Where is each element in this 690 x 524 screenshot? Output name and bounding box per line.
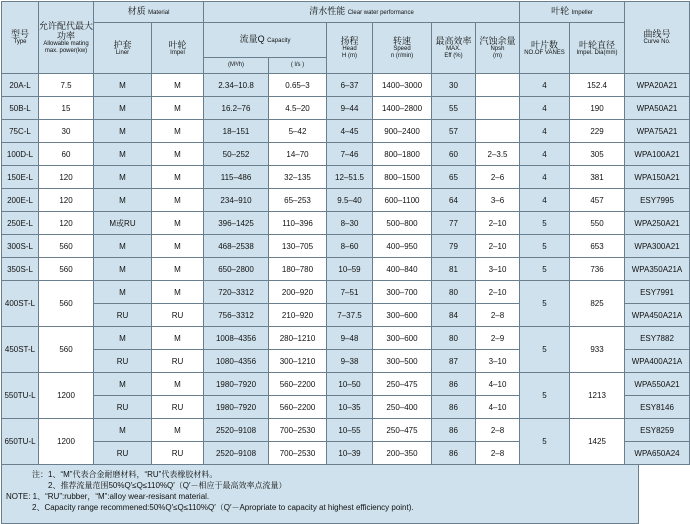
table-cell: 120 — [39, 212, 94, 235]
table-cell: 2–8 — [476, 442, 520, 465]
table-cell: 4 — [520, 143, 570, 166]
table-cell: 800–1500 — [373, 166, 432, 189]
table-cell: 2–10 — [476, 212, 520, 235]
table-cell: 5–42 — [269, 120, 327, 143]
header-head: 扬程 Head H (m) — [327, 23, 373, 74]
table-cell: M或RU — [94, 212, 152, 235]
table-cell: 190 — [570, 97, 625, 120]
table-cell: 4 — [520, 120, 570, 143]
table-cell: 10–39 — [327, 442, 373, 465]
table-cell: M — [152, 189, 204, 212]
table-body — [2, 74, 690, 465]
table-cell: 1213 — [570, 373, 625, 419]
table-cell: 150E-L — [2, 166, 39, 189]
notes — [1, 465, 639, 524]
table-cell — [476, 97, 520, 120]
table-cell: 1980–7920 — [204, 396, 269, 419]
table-cell: RU — [94, 442, 152, 465]
table-cell: 2520–9108 — [204, 442, 269, 465]
table-cell: 800–1800 — [373, 143, 432, 166]
header-curve: 曲线号 Curve No. — [625, 2, 690, 74]
table-cell: ESY7995 — [625, 189, 690, 212]
table-cell: 4–45 — [327, 120, 373, 143]
table-cell: 2–3.5 — [476, 143, 520, 166]
table-cell: 300–500 — [373, 350, 432, 373]
table-cell: 7–37.5 — [327, 304, 373, 327]
table-cell: 400ST-L — [2, 281, 39, 327]
table-cell: 8–60 — [327, 235, 373, 258]
table-cell: 7–46 — [327, 143, 373, 166]
table-cell: 650TU-L — [2, 419, 39, 465]
table-cell: 130–705 — [269, 235, 327, 258]
table-cell: 15 — [39, 97, 94, 120]
note-line: 2、推荐流量范围50%Q′≤Q≤110%Q′（Q′－相应于最高效率点流量） — [48, 481, 287, 490]
table-cell: 250E-L — [2, 212, 39, 235]
table-cell: 0.65–3 — [269, 74, 327, 97]
header-type: 型号 Type — [2, 2, 39, 74]
table-cell: 600–1100 — [373, 189, 432, 212]
header-flow-m3h: (M³/h) — [204, 58, 269, 74]
table-cell: 5 — [520, 258, 570, 281]
table-cell: 10–55 — [327, 419, 373, 442]
table-cell: 550 — [570, 212, 625, 235]
table-cell: 16.2–76 — [204, 97, 269, 120]
header-eff: 最高效率 MAX. Eff (%) — [432, 23, 476, 74]
table-cell: 4 — [520, 166, 570, 189]
table-cell: 825 — [570, 281, 625, 327]
table-cell: 18–151 — [204, 120, 269, 143]
table-cell: 300–1210 — [269, 350, 327, 373]
table-cell: 457 — [570, 189, 625, 212]
table-cell: 4 — [520, 189, 570, 212]
table-cell: WPA550A21 — [625, 373, 690, 396]
table-cell: 3–6 — [476, 189, 520, 212]
table-cell: RU — [94, 350, 152, 373]
table-cell: 65 — [432, 166, 476, 189]
table-cell: M — [94, 258, 152, 281]
table-cell: 5 — [520, 373, 570, 419]
table-cell: 280–1210 — [269, 327, 327, 350]
table-cell: 115–486 — [204, 166, 269, 189]
table-cell: 32–135 — [269, 166, 327, 189]
table-cell: 2–10 — [476, 281, 520, 304]
note-line: 2、Capacity range recommened:50%Q′≤Q≤110%Q′（Q′－Apropriate to capacity at highest efficiency point). — [32, 503, 414, 512]
table-cell: 2–9 — [476, 327, 520, 350]
table-cell: 7.5 — [39, 74, 94, 97]
table-cell: 2–6 — [476, 166, 520, 189]
header-flow-ls: ( l/s ) — [269, 58, 327, 74]
table-cell: 1008–4356 — [204, 327, 269, 350]
table-cell: 2520–9108 — [204, 419, 269, 442]
header-npsh: 汽蚀余量 Npsh (m) — [476, 23, 520, 74]
table-cell: 450ST-L — [2, 327, 39, 373]
table-cell: 300–600 — [373, 327, 432, 350]
table-cell: ESY8146 — [625, 396, 690, 419]
table-cell: 4.5–20 — [269, 97, 327, 120]
table-cell: 55 — [432, 97, 476, 120]
table-cell: 20A-L — [2, 74, 39, 97]
table-cell: RU — [152, 350, 204, 373]
header-impel: 叶轮 Impel — [152, 23, 204, 74]
table-cell: WPA50A21 — [625, 97, 690, 120]
table-cell: 65–253 — [269, 189, 327, 212]
table-cell: 560 — [39, 327, 94, 373]
table-cell: 9.5–40 — [327, 189, 373, 212]
table-cell: 1400–3000 — [373, 74, 432, 97]
table-cell: 10–59 — [327, 258, 373, 281]
table-cell: 81 — [432, 258, 476, 281]
table-cell: 700–2530 — [269, 442, 327, 465]
note-line: NOTE: 1、“RU”:rubber，“M”:alloy wear-resisant material. — [6, 492, 210, 501]
table-cell: 57 — [432, 120, 476, 143]
table-cell: 200–350 — [373, 442, 432, 465]
table-cell: 100D-L — [2, 143, 39, 166]
table-cell: 736 — [570, 258, 625, 281]
table-cell: 86 — [432, 442, 476, 465]
table-cell: 200E-L — [2, 189, 39, 212]
table-cell: 1400–2800 — [373, 97, 432, 120]
table-cell: 14–70 — [269, 143, 327, 166]
table-cell: 2–8 — [476, 419, 520, 442]
table-cell: M — [94, 120, 152, 143]
table-cell: RU — [152, 396, 204, 419]
table-cell: RU — [94, 396, 152, 419]
table-cell: 120 — [39, 166, 94, 189]
table-cell: 60 — [39, 143, 94, 166]
table-cell: WPA75A21 — [625, 120, 690, 143]
table-row — [2, 419, 690, 442]
table-cell: 12–51.5 — [327, 166, 373, 189]
table-cell: 6–37 — [327, 74, 373, 97]
table-cell: 234–910 — [204, 189, 269, 212]
table-row — [2, 235, 690, 258]
table-cell: 75C-L — [2, 120, 39, 143]
table-cell: 560 — [39, 281, 94, 327]
table-cell: 933 — [570, 327, 625, 373]
table-cell: M — [152, 419, 204, 442]
table-cell: M — [152, 327, 204, 350]
table-cell: WPA650A24 — [625, 442, 690, 465]
table-header — [2, 2, 690, 74]
table-cell: 560–2200 — [269, 396, 327, 419]
table-cell: M — [94, 281, 152, 304]
table-cell: ESY7991 — [625, 281, 690, 304]
table-cell: 200–920 — [269, 281, 327, 304]
table-cell: 5 — [520, 281, 570, 327]
table-cell: 900–2400 — [373, 120, 432, 143]
header-material: 材质 Material — [94, 2, 204, 23]
table-row — [2, 143, 690, 166]
table-cell: 9–38 — [327, 350, 373, 373]
table-cell: 1200 — [39, 419, 94, 465]
table-cell: M — [152, 120, 204, 143]
table-cell: M — [94, 189, 152, 212]
table-cell: M — [152, 373, 204, 396]
table-cell: 77 — [432, 212, 476, 235]
table-cell: M — [94, 419, 152, 442]
table-cell: M — [94, 97, 152, 120]
table-cell: 560 — [39, 235, 94, 258]
table-cell: 756–3312 — [204, 304, 269, 327]
table-cell: 110–396 — [269, 212, 327, 235]
table-cell: 5 — [520, 212, 570, 235]
table-cell: 86 — [432, 396, 476, 419]
table-row — [2, 97, 690, 120]
table-cell: 80 — [432, 281, 476, 304]
table-cell: ESY7882 — [625, 327, 690, 350]
table-cell: WPA350A21A — [625, 258, 690, 281]
table-cell: 1200 — [39, 373, 94, 419]
table-cell: M — [94, 373, 152, 396]
table-cell: 50–252 — [204, 143, 269, 166]
table-cell: 2–8 — [476, 304, 520, 327]
table-cell: 64 — [432, 189, 476, 212]
table-cell: 350S-L — [2, 258, 39, 281]
table-cell: 50B-L — [2, 97, 39, 120]
table-cell: 4–10 — [476, 396, 520, 419]
header-liner: 护套 Liner — [94, 23, 152, 74]
table-cell: 86 — [432, 419, 476, 442]
table-cell: 5 — [520, 419, 570, 465]
table-row — [2, 212, 690, 235]
table-cell: 4–10 — [476, 373, 520, 396]
table-cell: 468–2538 — [204, 235, 269, 258]
table-cell: 79 — [432, 235, 476, 258]
table-cell: 560 — [39, 258, 94, 281]
table-row — [2, 373, 690, 396]
table-cell: WPA400A21A — [625, 350, 690, 373]
table-cell: M — [94, 235, 152, 258]
table-cell: M — [152, 258, 204, 281]
table-cell — [476, 120, 520, 143]
table-cell: 5 — [520, 327, 570, 373]
table-cell: 30 — [432, 74, 476, 97]
table-cell: 10–50 — [327, 373, 373, 396]
table-cell: M — [94, 327, 152, 350]
header-power: 允许配代最大功率 Allowable mating max. power(kw) — [39, 2, 94, 74]
table-cell: WPA300A21 — [625, 235, 690, 258]
table-cell: 381 — [570, 166, 625, 189]
table-cell: M — [152, 143, 204, 166]
table-row — [2, 327, 690, 350]
table-cell: 7–51 — [327, 281, 373, 304]
table-row — [2, 120, 690, 143]
table-cell: 250–475 — [373, 419, 432, 442]
table-cell: 1980–7920 — [204, 373, 269, 396]
table-cell: M — [152, 281, 204, 304]
header-vanes: 叶片数 NO.OF VANES — [520, 23, 570, 74]
note-line: 注：1、“M”代表合金耐磨材料，“RU”代表橡胶材料。 — [32, 470, 218, 479]
header-flow: 流量Q Capacity — [204, 23, 327, 58]
table-cell: 87 — [432, 350, 476, 373]
table-cell: 1425 — [570, 419, 625, 465]
table-cell: 3–10 — [476, 258, 520, 281]
spec-sheet — [0, 1, 683, 516]
table-cell: 396–1425 — [204, 212, 269, 235]
table-cell: RU — [94, 304, 152, 327]
table-cell: 250–400 — [373, 396, 432, 419]
table-cell: 300–600 — [373, 304, 432, 327]
table-cell: 180–780 — [269, 258, 327, 281]
table-cell: WPA20A21 — [625, 74, 690, 97]
table-cell: 229 — [570, 120, 625, 143]
table-cell: 86 — [432, 373, 476, 396]
table-cell: 305 — [570, 143, 625, 166]
table-cell: RU — [152, 442, 204, 465]
table-cell: 550TU-L — [2, 373, 39, 419]
table-row — [2, 166, 690, 189]
table-cell: 250–475 — [373, 373, 432, 396]
table-cell: 653 — [570, 235, 625, 258]
table-cell: 80 — [432, 327, 476, 350]
table-cell: 60 — [432, 143, 476, 166]
table-cell: RU — [152, 304, 204, 327]
table-cell: 300S-L — [2, 235, 39, 258]
table-cell: 5 — [520, 235, 570, 258]
table-row — [2, 189, 690, 212]
table-cell: 9–48 — [327, 327, 373, 350]
table-cell: ESY8259 — [625, 419, 690, 442]
header-impeller: 叶轮 Impeller — [520, 2, 625, 23]
table-cell: 152.4 — [570, 74, 625, 97]
table-cell: 700–2530 — [269, 419, 327, 442]
table-cell: M — [152, 212, 204, 235]
table-cell: 400–950 — [373, 235, 432, 258]
table-cell: 8–30 — [327, 212, 373, 235]
table-cell: 4 — [520, 74, 570, 97]
table-cell: 300–700 — [373, 281, 432, 304]
table-cell: 2.34–10.8 — [204, 74, 269, 97]
table-cell: M — [94, 143, 152, 166]
table-cell: 3–10 — [476, 350, 520, 373]
table-cell: WPA100A21 — [625, 143, 690, 166]
table-cell: 30 — [39, 120, 94, 143]
table-cell: M — [94, 166, 152, 189]
table-cell: 2–10 — [476, 235, 520, 258]
table-cell: M — [152, 166, 204, 189]
table-cell: M — [152, 74, 204, 97]
table-cell: WPA450A21A — [625, 304, 690, 327]
table-cell: WPA250A21 — [625, 212, 690, 235]
header-dia: 叶轮直径 Impel. Dia(mm) — [570, 23, 625, 74]
table-cell: M — [152, 235, 204, 258]
table-row — [2, 258, 690, 281]
table-row — [2, 74, 690, 97]
pump-spec-table — [1, 1, 690, 465]
table-cell — [476, 74, 520, 97]
table-cell: M — [152, 97, 204, 120]
table-cell: 4 — [520, 97, 570, 120]
table-cell: 560–2200 — [269, 373, 327, 396]
table-row — [2, 281, 690, 304]
table-cell: 120 — [39, 189, 94, 212]
table-cell: WPA150A21 — [625, 166, 690, 189]
table-cell: 210–920 — [269, 304, 327, 327]
table-cell: 720–3312 — [204, 281, 269, 304]
table-cell: 84 — [432, 304, 476, 327]
table-cell: 10–35 — [327, 396, 373, 419]
header-performance: 清水性能 Clear water performance — [204, 2, 520, 23]
table-cell: 9–44 — [327, 97, 373, 120]
table-cell: 500–800 — [373, 212, 432, 235]
table-cell: M — [94, 74, 152, 97]
header-speed: 转速 Speed n (r/min) — [373, 23, 432, 74]
table-cell: 400–840 — [373, 258, 432, 281]
table-cell: 1080–4356 — [204, 350, 269, 373]
table-cell: 650–2800 — [204, 258, 269, 281]
